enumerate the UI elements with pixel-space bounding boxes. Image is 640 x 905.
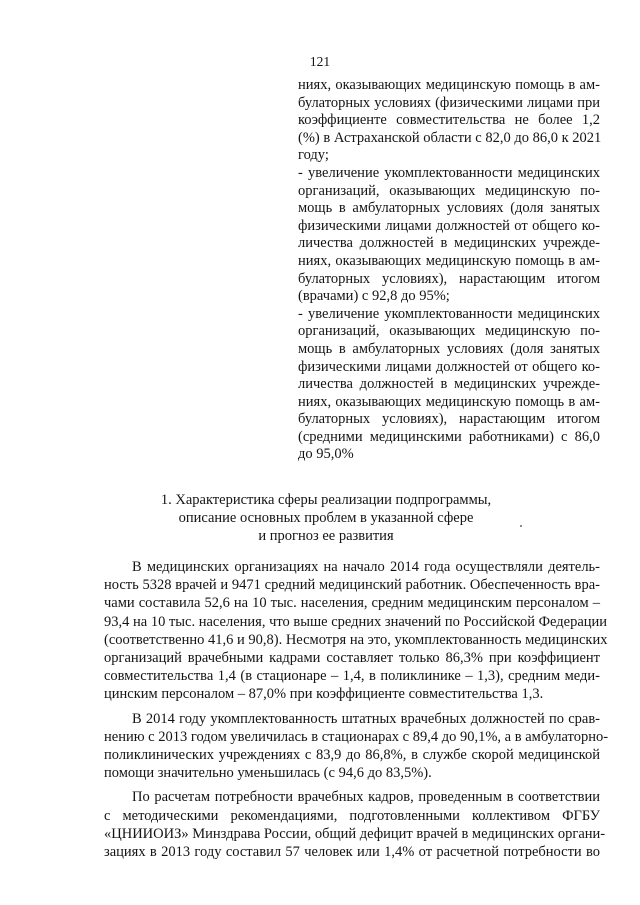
paragraph-line: (соответственно 41,6 и 90,8). Несмотря на это, укомплектованность медицинских	[104, 631, 608, 648]
section-heading	[110, 491, 542, 545]
paragraph-line: зациях в 2013 году составил 57 человек или 1,4% от расчетной потребности во	[104, 844, 600, 861]
column-line: личества должностей в медицинских учрежде-	[298, 376, 600, 393]
column-line: личества должностей в медицинских учрежде-	[298, 235, 600, 252]
paragraph	[104, 558, 608, 704]
page-number: 121	[309, 54, 331, 69]
column-line: булаторных условиях), нарастающим итогом	[298, 411, 600, 428]
paragraph-line: По расчетам потребности врачебных кадров, проведенным в соответствии	[132, 789, 600, 806]
column-line: (%) в Астраханской области с 82,0 до 86,0 к 2021	[298, 129, 602, 146]
column-line: булаторных условиях (физическими лицами при	[298, 94, 600, 111]
paragraph	[104, 788, 606, 861]
paragraph-line: цинским персоналом – 87,0% при коэффициенте совместительства 1,3.	[104, 686, 544, 703]
paragraph-line: В 2014 году укомплектованность штатных врачебных должностей по срав-	[132, 710, 600, 727]
column-line: до 95,0%	[298, 446, 354, 463]
paragraph-line: организаций врачебными кадрами составляет только 86,3% при коэффициент	[104, 650, 600, 667]
heading-line: 1. Характеристика сферы реализации подпрограммы,	[160, 492, 492, 508]
column-line: ниях, оказывающих медицинскую помощь в ам-	[298, 393, 600, 410]
paragraph-line: В медицинских организациях на начало 2014 года осуществляли деятель-	[132, 559, 600, 575]
column-line: организаций, оказывающих медицинскую по-	[298, 182, 600, 199]
column-line: ниях, оказывающих медицинскую помощь в ам-	[298, 252, 600, 269]
heading-line: описание основных проблем в указанной сфере	[178, 510, 474, 526]
paragraph	[104, 710, 609, 783]
column-line: физическими лицами должностей от общего ко-	[298, 358, 600, 375]
column-line: - увеличение укомплектованности медицинских	[298, 305, 600, 322]
column-line: (врачами) с 92,8 до 95%;	[298, 288, 450, 305]
column-line: (средними медицинскими работниками) с 86,0	[298, 428, 600, 445]
paragraph-line: помощи значительно уменьшилась (с 94,6 до 83,5%).	[104, 765, 432, 782]
column-line: - увеличение укомплектованности медицинских	[298, 164, 600, 181]
column-line: мощь в амбулаторных условиях (доля занятых	[298, 340, 600, 357]
column-line: мощь в амбулаторных условиях (доля занятых	[298, 200, 600, 217]
paragraph-line: чами составила 52,6 на 10 тыс. населения, средним медицинским персоналом –	[104, 595, 600, 612]
paragraph-line: нению с 2013 годом увеличилась в стационарах с 89,4 до 90,1%, а в амбулаторно-	[104, 728, 609, 745]
paragraph-line: «ЦНИИОИЗ» Минздрава России, общий дефицит врачей в медицинских органи-	[104, 825, 606, 842]
column-line: организаций, оказывающих медицинскую по-	[298, 323, 600, 340]
paragraph-line: поликлинических учреждениях с 83,9 до 86,8%, в службе скорой медицинской	[104, 747, 600, 764]
goals-list-column	[298, 77, 600, 464]
paragraph-line: совместительства 1,4 (в стационаре – 1,4, в поликлинике – 1,3), средним меди-	[104, 668, 600, 685]
column-line: булаторных условиях), нарастающим итогом	[298, 270, 600, 287]
column-line: году;	[298, 147, 329, 164]
heading-line: и прогноз ее развития	[258, 528, 394, 544]
column-line: ниях, оказывающих медицинскую помощь в ам-	[298, 77, 600, 93]
paragraph-line: 93,4 на 10 тыс. населения, что выше средних значений по Российской Федерации	[104, 613, 608, 630]
column-line: коэффициенте совместительства не более 1,2	[298, 112, 600, 129]
section-body	[104, 558, 609, 861]
paragraph-line: ность 5328 врачей и 9471 средний медицинский работник. Обеспеченность вра-	[104, 577, 600, 594]
paragraph-line: с методическими рекомендациями, подготовленными коллективом ФГБУ	[104, 807, 600, 824]
column-line: физическими лицами должностей от общего ко-	[298, 217, 600, 234]
